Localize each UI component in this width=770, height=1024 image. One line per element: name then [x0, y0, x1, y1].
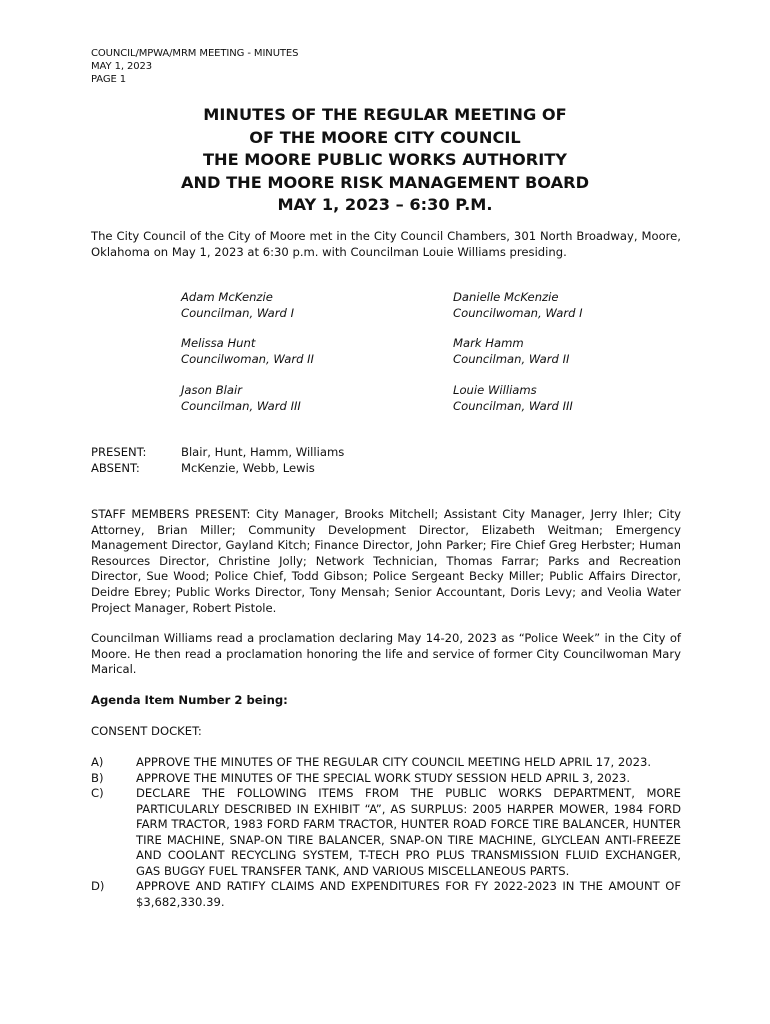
item-letter: C) — [91, 786, 104, 800]
member-role: Councilman, Ward III — [181, 399, 301, 413]
item-text: DECLARE THE FOLLOWING ITEMS FROM THE PUBLIC WORKS DEPARTMENT, MORE PARTICULARLY DESCRIBED IN EXHIBIT “A”, AS SURPLUS: 2005 HARPER MOWER, 1984 FORD FARM TRACTOR, 1983 FORD FARM TRACTOR, HUNTER ROAD FORCE TIRE BALANCER, HUNTER TIRE MACHINE, SNAP-ON TIRE BALANCER, SNAP-ON TIRE MACHINE, GLYCLEAN ANTI-FREEZE AND COOLANT RECYCLING SYSTEM, T-TECH PRO PLUS TRANSMISSION FLUID EXCHANGER, GAS BUGGY FUEL TRANSFER TANK, AND VARIOUS MISCELLANEOUS PARTS. — [136, 786, 681, 878]
title-line-4: AND THE MOORE RISK MANAGEMENT BOARD — [180, 172, 590, 192]
absent-value: McKenzie, Webb, Lewis — [181, 461, 315, 475]
absent-label: ABSENT: — [91, 461, 140, 475]
intro-paragraph: The City Council of the City of Moore met in the City Council Chambers, 301 North Broadway, Moore, Oklahoma on May 1, 2023 at 6:30 p.m. with Councilman Louie Williams presiding. — [91, 229, 681, 259]
title-line-3: THE MOORE PUBLIC WORKS AUTHORITY — [203, 150, 567, 169]
member-role: Councilman, Ward I — [181, 306, 294, 320]
staff-paragraph: STAFF MEMBERS PRESENT: City Manager, Brooks Mitchell; Assistant City Manager, Jerry Ihler; City Attorney, Brian Miller; Community Development Director, Elizabeth Weitman; Emergency Management Director, Gayland Kitch; Finance Director, John Parker; Fire Chief Greg Herbster; Human Resources Director, Christine Jolly; Network Technician, Thomas Farrar; Parks and Recreation Director, Sue Wood; Police Chief, Todd Gibson; Police Sergeant Becky Miller; Public Affairs Director, Deidre Ebrey; Public Works Director, Tony Mensah; Senior Accountant, Doris Levy; and Veolia Water Project Manager, Robert Pistole. — [91, 507, 681, 615]
member-name: Adam McKenzie — [181, 290, 273, 304]
proclamation-paragraph: Councilman Williams read a proclamation declaring May 14-20, 2023 as “Police Week” in the City of Moore. He then read a proclamation honoring the life and service of former City Councilwoman Mary Marical. — [91, 631, 681, 677]
member-name: Danielle McKenzie — [453, 290, 559, 304]
present-label: PRESENT: — [91, 445, 147, 459]
member-name: Jason Blair — [181, 383, 242, 397]
member-name: Mark Hamm — [453, 336, 524, 350]
document-title — [100, 104, 670, 217]
item-text: APPROVE THE MINUTES OF THE REGULAR CITY COUNCIL MEETING HELD APRIL 17, 2023. — [136, 755, 652, 769]
member-role: Councilwoman, Ward II — [181, 352, 314, 366]
title-line-2: OF THE MOORE CITY COUNCIL — [249, 127, 521, 147]
item-letter: B) — [91, 771, 104, 785]
member-name: Louie Williams — [453, 383, 537, 397]
member-name: Melissa Hunt — [181, 336, 256, 350]
present-value: Blair, Hunt, Hamm, Williams — [181, 445, 345, 459]
item-text: APPROVE AND RATIFY CLAIMS AND EXPENDITURES FOR FY 2022-2023 IN THE AMOUNT OF $3,682,330.39. — [136, 879, 681, 909]
agenda-heading: Agenda Item Number 2 being: — [91, 693, 288, 707]
running-header-page: PAGE 1 — [91, 74, 127, 85]
member-role: Councilwoman, Ward I — [453, 306, 583, 320]
item-letter: D) — [91, 879, 105, 893]
member-role: Councilman, Ward III — [453, 399, 573, 413]
title-line-1: MINUTES OF THE REGULAR MEETING OF — [203, 105, 567, 124]
member-role: Councilman, Ward II — [453, 352, 570, 366]
title-line-5: MAY 1, 2023 – 6:30 P.M. — [277, 195, 493, 214]
item-text: APPROVE THE MINUTES OF THE SPECIAL WORK STUDY SESSION HELD APRIL 3, 2023. — [136, 771, 631, 785]
consent-heading: CONSENT DOCKET: — [91, 724, 202, 738]
running-header-title: COUNCIL/MPWA/MRM MEETING - MINUTES — [91, 48, 299, 59]
running-header-date: MAY 1, 2023 — [91, 61, 153, 72]
item-letter: A) — [91, 755, 104, 769]
